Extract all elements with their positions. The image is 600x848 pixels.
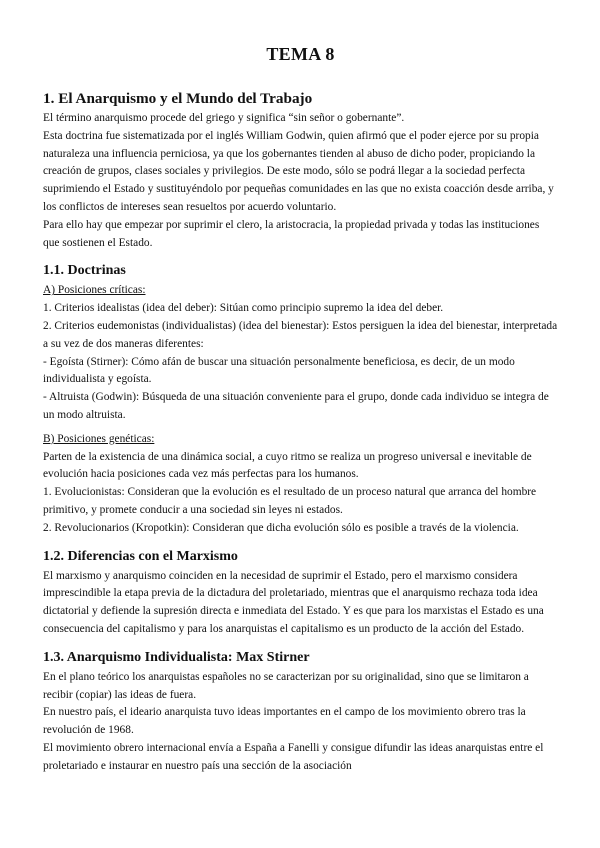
list-item: 1. Criterios idealistas (idea del deber): Sitúan como principio supremo la idea del deber. [43, 302, 444, 315]
paragraph: El marxismo y anarquismo coinciden en la necesidad de suprimir el Estado, pero el marxismo considera imprescindible la etapa previa de la dictadura del proletariado, mientras que el anarquismo rechaza toda idea dictatorial y defiende la supresión directa e inmediata del Estado. Y es que para los marxistas el Estado es una consecuencia del capitalismo y para los anarquistas el capitalismo es un producto de la acción del Estado. [43, 569, 544, 635]
paragraph: En nuestro país, el ideario anarquista tuvo ideas importantes en el campo de los movimiento obrero tras la revolución de 1968. [43, 706, 526, 737]
subsection-a-title: A) Posiciones críticas: [43, 284, 146, 297]
paragraph: El término anarquismo procede del griego y significa “sin señor o gobernante”. [43, 112, 405, 124]
section-1-1-heading: 1.1. Doctrinas [43, 263, 126, 279]
list-item: - Altruista (Godwin): Búsqueda de una situación conveniente para el grupo, donde cada individuo se integra de un modo altruista. [43, 391, 549, 421]
list-item: 2. Criterios eudemonistas (individualistas) (idea del bienestar): Estos persiguen la idea del bienestar, interpretada a su vez de dos maneras diferentes: [43, 319, 558, 350]
subsection-b-title: B) Posiciones genéticas: [43, 432, 155, 445]
section-1-3-heading: 1.3. Anarquismo Individualista: Max Stirner [43, 649, 310, 665]
paragraph: Parten de la existencia de una dinámica social, a cuyo ritmo se realiza un progreso universal e inevitable de evolución hacia posiciones cada vez más perfectas para los humanos. [43, 450, 532, 481]
paragraph: El movimiento obrero internacional envía a España a Fanelli y consigue difundir las ideas anarquistas entre el proletariado e instaurar en nuestro país una sección de la asociación [43, 741, 544, 772]
section-1-heading: 1. El Anarquismo y el Mundo del Trabajo [43, 90, 313, 107]
section-1-2-heading: 1.2. Diferencias con el Marxismo [43, 548, 238, 564]
list-item: - Egoísta (Stirner): Cómo afán de buscar una situación personalmente beneficiosa, es decir, de un modo individualista y egoísta. [43, 355, 515, 386]
paragraph: Esta doctrina fue sistematizada por el inglés William Godwin, quien afirmó que el poder ejerce por su propia naturaleza una influencia perniciosa, ya que los gobernantes tienden al abuso de dicho poder, propiciando la creación de grupos, clases sociales y privilegios. De este modo, sólo se podrá llegar a la sociedad perfecta suprimiendo el Estado y sustituyéndolo por pequeñas comunidades en las que no exista coacción desde arriba, y los conflictos de intereses sean resueltos por acuerdo voluntario. [43, 129, 554, 213]
list-item: 1. Evolucionistas: Consideran que la evolución es el resultado de un proceso natural que arranca del hombre primitivo, y promete conducir a una sociedad sin leyes ni estados. [43, 486, 537, 516]
document-title: TEMA 8 [266, 44, 335, 64]
paragraph: Para ello hay que empezar por suprimir el clero, la aristocracia, la propiedad privada y todas las instituciones que sostienen el Estado. [43, 218, 540, 249]
list-item: 2. Revolucionarios (Kropotkin): Consideran que dicha evolución sólo es posible a través de la violencia. [43, 521, 519, 534]
paragraph: En el plano teórico los anarquistas españoles no se caracterizan por su originalidad, sino que se limitaron a recibir (copiar) las ideas de fuera. [43, 670, 529, 701]
